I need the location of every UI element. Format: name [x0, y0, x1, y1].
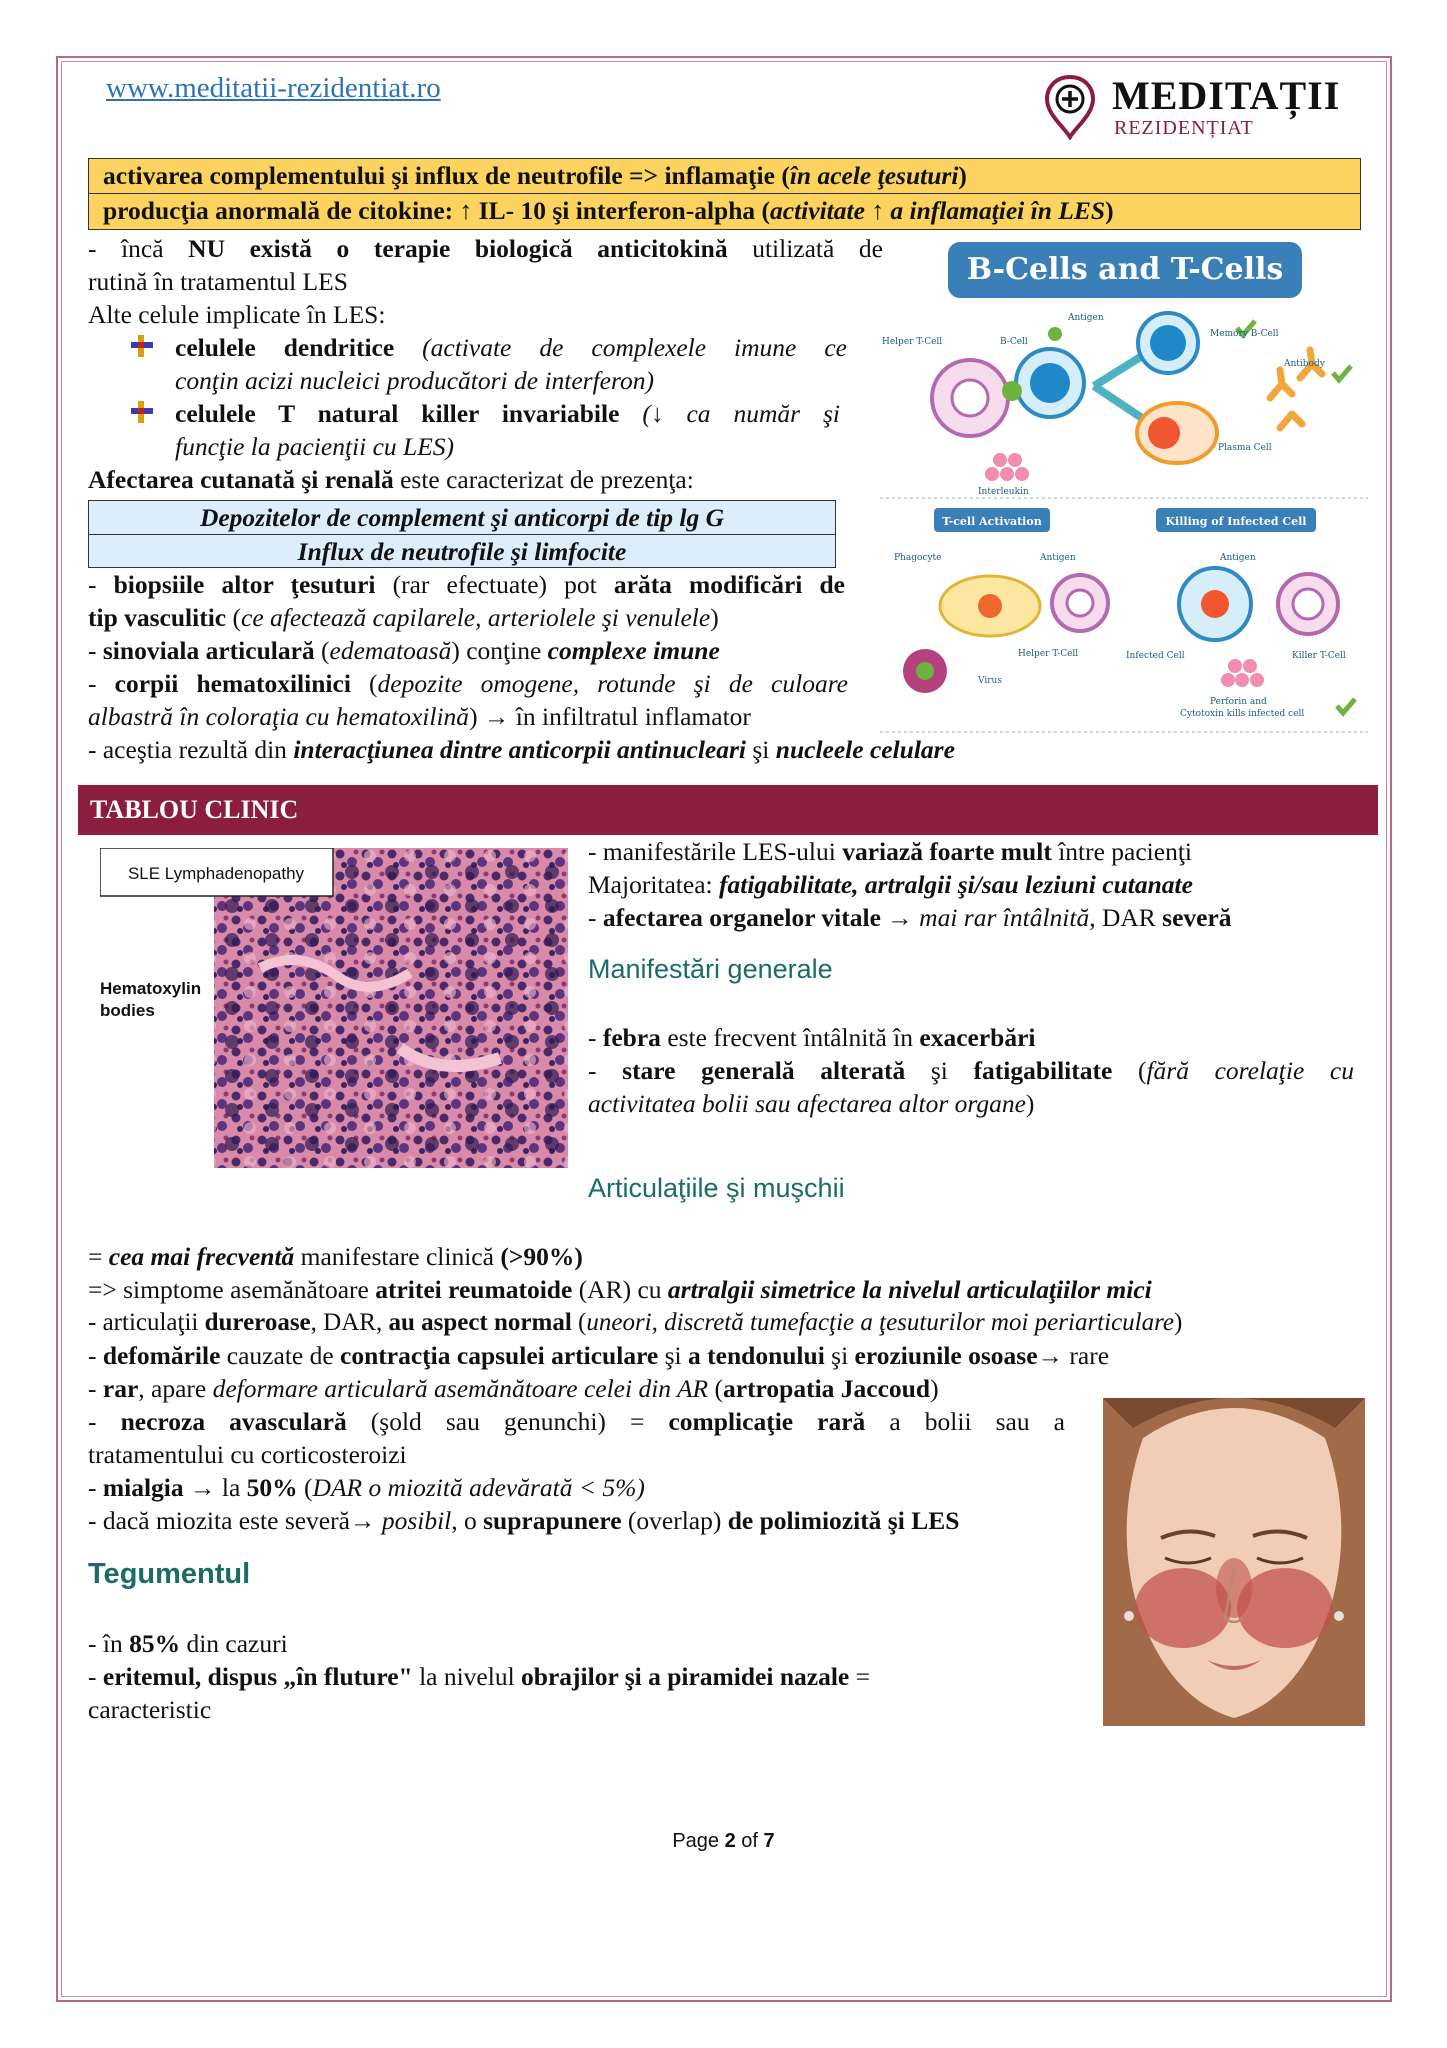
text-line: - rar, apare deformare articulară asemănătoare celei din AR (artropatia Jaccoud)	[88, 1374, 939, 1403]
text-line: - încă NU există o terapie biologică anticitokină utilizată de	[88, 234, 883, 263]
logo-subtitle: REZIDENȚIAT	[1114, 117, 1254, 139]
text-line: = cea mai frecventă manifestare clinică (>90%)	[88, 1242, 583, 1271]
text-line: - febra este frecvent întâlnită în exacerbări	[588, 1023, 1036, 1052]
heading-articulatiile: Articulaţiile şi muşchii	[588, 1173, 845, 1203]
text-line: - eritemul, dispus „în fluture" la nivelul obrajilor şi a piramidei nazale =	[88, 1662, 870, 1691]
helper-t-cell-icon	[1052, 575, 1108, 631]
yellow-box-row: activarea complementului şi influx de neutrofile => inflamaţie (în acele ţesuturi)	[103, 161, 967, 190]
text-line: - mialgia → la 50% (DAR o miozită adevărată < 5%)	[88, 1473, 645, 1502]
svg-text:Perforin and: Perforin and	[1210, 697, 1267, 707]
figure-title: B-Cells and T-Cells	[966, 252, 1284, 287]
svg-text:Antigen: Antigen	[1220, 553, 1256, 563]
text-line: tratamentului cu corticosteroizi	[88, 1440, 407, 1469]
histology-image	[100, 848, 568, 1168]
bullet-item-nkt-cont: funcţie la pacienţii cu LES)	[175, 432, 455, 461]
bullet-item-dendritic-cont: conţin acizi nucleici producători de interferon)	[175, 366, 654, 395]
killer-t-cell-icon	[1278, 574, 1338, 634]
yellow-highlight-box	[88, 158, 1361, 230]
antigen-icon	[1048, 327, 1062, 341]
bullet-item-nkt: celulele T natural killer invariabile (↓ ca număr şi	[175, 399, 840, 428]
text-line: rutină în tratamentul LES	[88, 267, 348, 296]
phagocyte-icon	[940, 576, 1040, 636]
page-number: Page 2 of 7	[672, 1830, 775, 1852]
text-line: - articulaţii dureroase, DAR, au aspect normal (uneori, discretă tumefacţie a ţesuturilor moi periarticulare)	[88, 1309, 1183, 1336]
svg-text:Interleukin: Interleukin	[978, 487, 1029, 497]
check-icon	[1333, 366, 1351, 380]
text-line: - sinoviala articulară (edematoasă) conţine complexe imune	[88, 636, 720, 665]
logo-title: MEDITAȚII	[1112, 73, 1341, 118]
text-line: => simptome asemănătoare atritei reumatoide (AR) cu artralgii simetrice la nivelul articulaţiilor mici	[88, 1275, 1152, 1304]
text-line: Afectarea cutanată şi renală este caracterizat de prezenţa:	[88, 465, 694, 494]
text-line: - aceştia rezultă din interacţiunea dintre anticorpii antinucleari şi nucleele celulare	[88, 735, 955, 764]
text-line: - defomările cauzate de contracţia capsulei articulare şi a tendonului şi eroziunile osoase→ rare	[88, 1341, 1110, 1370]
svg-text:Virus: Virus	[978, 676, 1002, 686]
check-icon	[1337, 699, 1355, 713]
logo[interactable]	[1044, 72, 1364, 142]
section-header-tablou-clinic: TABLOU CLINIC	[78, 785, 1378, 835]
bullet-item-dendritic: celulele dendritice (activate de complexele imune ce	[175, 333, 847, 362]
helper-t-cell-icon	[932, 360, 1008, 436]
heading-tegumentul: Tegumentul	[88, 1558, 251, 1590]
svg-text:Helper T-Cell: Helper T-Cell	[882, 337, 943, 347]
svg-text:Antigen: Antigen	[1040, 553, 1076, 563]
blue-box-row: Influx de neutrofile şi limfocite	[89, 534, 835, 567]
histology-figure	[100, 848, 568, 1168]
text-line: - manifestările LES-ului variază foarte mult între pacienţi	[588, 837, 1193, 866]
malar-rash-face-image	[1103, 1398, 1365, 1726]
text-line: Majoritatea: fatigabilitate, artralgii şi/sau leziuni cutanate	[588, 870, 1193, 899]
svg-text:Memory B-Cell: Memory B-Cell	[1210, 329, 1279, 339]
text-line: albastră în coloraţia cu hematoxilină) → în infiltratul inflamator	[88, 702, 751, 731]
svg-text:Antibody: Antibody	[1284, 359, 1325, 369]
blue-box-row: Depozitelor de complement şi anticorpi de tip lg G	[199, 503, 725, 532]
b-t-cells-figure	[880, 238, 1368, 734]
b-cell-icon	[1016, 349, 1084, 417]
svg-text:Plasma Cell: Plasma Cell	[1218, 443, 1272, 453]
face-illustration	[1103, 1398, 1365, 1726]
histology-side-label: Hematoxylin	[100, 979, 202, 998]
arrow-icon	[1094, 356, 1142, 418]
yellow-box-row: producţia anormală de citokine: ↑ IL- 10 şi interferon-alpha (activitate ↑ a inflamaţiei în LES)	[89, 193, 1360, 227]
site-url-link[interactable]: www.meditatii-rezidentiat.ro	[106, 72, 441, 104]
text-line: - afectarea organelor vitale → mai rar întâlnită, DAR severă	[588, 903, 1232, 932]
text-line: - necroza avasculară (şold sau genunchi) = complicaţie rară a bolii sau a	[88, 1407, 1066, 1436]
interleukin-icon	[985, 453, 1029, 481]
bullet-arrow-icon	[130, 400, 154, 424]
blue-highlight-box	[88, 500, 836, 568]
text-line: caracteristic	[88, 1695, 212, 1724]
svg-text:Cytotoxin kills infected cell: Cytotoxin kills infected cell	[1180, 709, 1305, 719]
text-line: - în 85% din cazuri	[88, 1629, 288, 1658]
svg-text:Antigen: Antigen	[1068, 313, 1104, 323]
text-line: - dacă miozita este severă→ posibil, o suprapunere (overlap) de polimiozită şi LES	[88, 1506, 960, 1535]
antigen-icon	[1002, 381, 1022, 401]
infected-cell-icon	[1179, 568, 1251, 640]
text-line: - biopsiile altor ţesuturi (rar efectuate) pot arăta modificări de	[88, 570, 845, 599]
svg-text:Helper T-Cell: Helper T-Cell	[1018, 649, 1079, 659]
location-pin-icon	[1044, 74, 1096, 140]
virus-icon	[903, 649, 947, 693]
svg-text:Phagocyte: Phagocyte	[894, 553, 942, 563]
heading-manifestari-generale: Manifestări generale	[588, 954, 833, 984]
plasma-cell-icon	[1137, 403, 1217, 463]
histology-side-label: bodies	[100, 1001, 155, 1020]
svg-text:Killing of Infected Cell: Killing of Infected Cell	[1165, 515, 1307, 528]
text-line: Alte celule implicate în LES:	[88, 300, 386, 329]
bullet-arrow-icon	[130, 334, 154, 358]
svg-text:Killer T-Cell: Killer T-Cell	[1292, 651, 1346, 661]
text-line: - corpii hematoxilinici (depozite omogene, rotunde şi de culoare	[88, 669, 848, 698]
svg-text:B-Cell: B-Cell	[1000, 337, 1028, 347]
svg-text:T-cell Activation: T-cell Activation	[942, 515, 1042, 528]
text-line: activitatea bolii sau afectarea altor organe)	[588, 1089, 1035, 1118]
histology-label: SLE Lymphadenopathy	[127, 864, 305, 883]
cells-diagram	[880, 238, 1368, 734]
memory-b-cell-icon	[1138, 313, 1198, 373]
text-line: - stare generală alterată şi fatigabilitate (fără corelaţie cu	[588, 1056, 1354, 1085]
perforin-icon	[1221, 659, 1264, 687]
svg-text:Infected Cell: Infected Cell	[1126, 651, 1185, 661]
text-line: tip vasculitic (ce afectează capilarele, arteriolele şi venulele)	[88, 603, 719, 632]
